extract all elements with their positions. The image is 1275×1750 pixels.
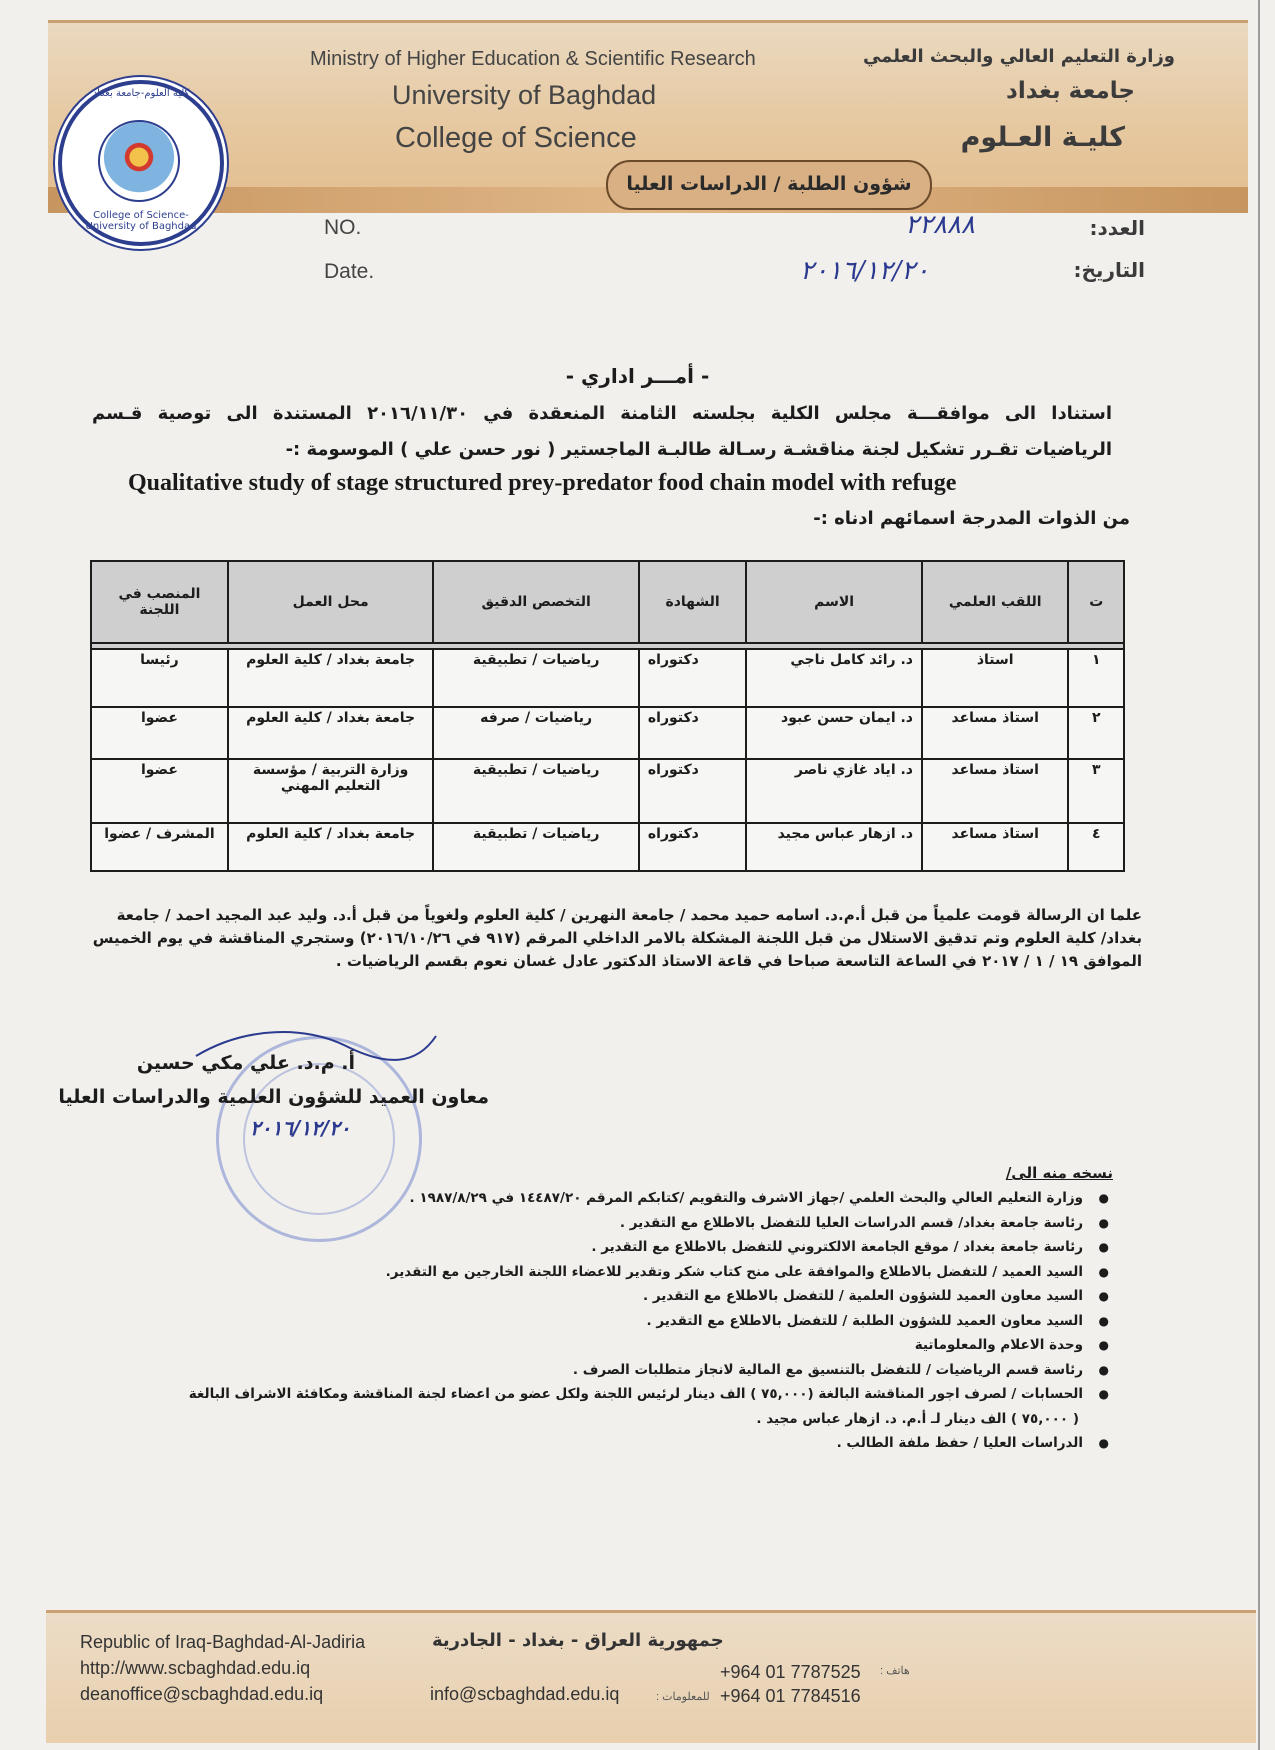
list-item: ● رئاسة قسم الرياضيات / للتفضل بالتنسيق مع المالية لانجاز متطلبات الصرف . (572, 1361, 1109, 1378)
list-item: ● الحسابات / لصرف اجور المناقشة البالغة (٧٥,٠٠٠ ) الف دينار لرئيس اللجنة ولكل عضو من اعضاء لجنة المناقشة ومكافئة الاشراف البالغة (188, 1386, 1109, 1402)
cell-name: د. ازهار عباس مجيد (746, 823, 922, 871)
header-degree: الشهادة (639, 561, 746, 643)
footer-address-en: Republic of Iraq-Baghdad-Al-Jadiria (80, 1632, 366, 1652)
intro-line-2: الرياضيات تقـرر تشكيل لجنة مناقشـة رسـالة طالبـة الماجستير ( نور حسن علي ) الموسومة :- (285, 439, 1112, 460)
cell-degree: دكتوراه (639, 649, 746, 707)
cell-workplace: وزارة التربية / مؤسسة التعليم المهني (228, 759, 433, 823)
cell-name: د. ايمان حسن عبود (746, 707, 922, 759)
list-item: ● السيد معاون العميد للشؤون العلمية / للتفضل بالاطلاع مع التقدير . (642, 1288, 1109, 1304)
intro-line-3: من الذوات المدرجة اسمائهم ادناه :- (813, 508, 1130, 529)
header-index: ت (1068, 561, 1124, 643)
cell-index: ١ (1068, 649, 1124, 707)
table-row (91, 707, 1124, 759)
cell-committee-role: عضوا (91, 707, 228, 759)
copies-heading: نسخه منه الى/ (1005, 1164, 1113, 1182)
college-seal-logo (58, 80, 224, 246)
list-item: ( ٧٥,٠٠٠ ) الف دينار لـ أ.م. د. ازهار عباس مجيد . (756, 1410, 1079, 1427)
cell-rank: استاذ (922, 649, 1068, 707)
cell-name: د. رائد كامل ناجي (746, 649, 922, 707)
cell-workplace: جامعة بغداد / كلية العلوم (228, 649, 433, 707)
footer-info-label: للمعلومات : (656, 1691, 710, 1703)
document-number: ٢٢٨٨٨ (905, 210, 975, 240)
cell-specialization: رياضيات / تطبيقية (433, 823, 639, 871)
cell-specialization: رياضيات / تطبيقية (433, 759, 639, 823)
university-name-en: University of Baghdad (392, 80, 657, 110)
header-workplace: محل العمل (228, 561, 433, 643)
committee-table (90, 560, 1125, 872)
table-row (91, 759, 1124, 823)
footer-info-email[interactable]: info@scbaghdad.edu.iq (430, 1684, 620, 1704)
ministry-name-ar: وزارة التعليم العالي والبحث العلمي (862, 46, 1175, 67)
number-label-en: NO. (324, 216, 362, 239)
notes-paragraph: علما ان الرسالة قومت علمياً من قبل أ.م.د. اسامه حميد محمد / جامعة النهرين / كلية العلوم ولغوياً من قبل أ.د. وليد عبد المجيد احمد / جامعة بغداد/ كلية العلوم وتم تدقيق الاستلال من قبل اللجنة المشكلة بالامر الداخلي المرقم (٩١٧ في ٢٠١٦/١٠/٢٦) وستجري المناقشة في يوم الخميس الموافق ١٩ / ١ / ٢٠١٧ في الساعة التاسعة صباحا في قاعة الاستاذ الدكتور عادل غسان نعوم بقسم الرياضيات . (92, 906, 1142, 970)
list-item: ● السيد العميد / للتفضل بالاطلاع والموافقة على منح كتاب شكر وتقدير للاعضاء اللجنة الخارجين مع التقدير. (385, 1263, 1109, 1280)
cell-specialization: رياضيات / صرفه (433, 707, 639, 759)
cell-index: ٣ (1068, 759, 1124, 823)
footer-dean-email[interactable]: deanoffice@scbaghdad.edu.iq (80, 1684, 324, 1704)
footer-phone-2: +964 01 7784516 (720, 1686, 861, 1706)
table-header-row (91, 561, 1124, 643)
list-item: ● الدراسات العليا / حفظ ملفة الطالب . (836, 1435, 1109, 1451)
cell-degree: دكتوراه (639, 759, 746, 823)
list-item: ● وزارة التعليم العالي والبحث العلمي /جهاز الاشرف والتقويم /كتابكم المرقم ١٤٤٨٧/٢٠ في ١٩٨٧/٨/٢٩ . (409, 1190, 1109, 1206)
header-committee-role: المنصب في اللجنة (91, 561, 228, 643)
footer-website-link[interactable]: http://www.scbaghdad.edu.iq (80, 1658, 311, 1678)
footer-phone-1: +964 01 7787525 (720, 1662, 861, 1682)
document-date: ٢٠١٦/١٢/٢٠ (800, 256, 930, 286)
number-label-ar: العدد: (1089, 216, 1145, 240)
cell-committee-role: عضوا (91, 759, 228, 823)
cell-rank: استاذ مساعد (922, 823, 1068, 871)
list-item: ● وحدة الاعلام والمعلوماتية (914, 1337, 1109, 1353)
list-item: ● رئاسة جامعة بغداد / موقع الجامعة الالكتروني للتفضل بالاطلاع مع التقدير . (591, 1239, 1109, 1255)
header-rank: اللقب العلمي (922, 561, 1068, 643)
table-row (91, 649, 1124, 707)
cell-rank: استاذ مساعد (922, 759, 1068, 823)
footer-address-ar: جمهورية العراق - بغداد - الجادرية (432, 1630, 724, 1651)
college-name-en: College of Science (395, 122, 637, 154)
college-name-ar: كليـة العـلوم (960, 122, 1125, 153)
date-label-ar: التاريخ: (1073, 258, 1145, 282)
footer-phone-label: هاتف : (880, 1665, 910, 1677)
logo-text-top: كلية العلوم-جامعة بغداد (92, 88, 190, 99)
logo-text-bottom: College of Science-University of Baghdad (85, 210, 197, 232)
cell-committee-role: رئيسا (91, 649, 228, 707)
header-specialization: التخصص الدقيق (433, 561, 639, 643)
cell-degree: دكتوراه (639, 823, 746, 871)
list-item: ● السيد معاون العميد للشؤون الطلبة / للتفضل بالاطلاع مع التقدير . (646, 1312, 1109, 1329)
thesis-title: Qualitative study of stage structured prey-predator food chain model with refuge (128, 470, 957, 496)
university-name-ar: جامعة بغداد (1006, 78, 1135, 104)
cell-degree: دكتوراه (639, 707, 746, 759)
cell-name: د. اياد غازي ناصر (746, 759, 922, 823)
atom-emblem-icon (98, 120, 180, 202)
page-edge-divider (1258, 0, 1260, 1750)
cell-specialization: رياضيات / تطبيقية (433, 649, 639, 707)
intro-line-1: استنادا الى موافقـــة مجلس الكلية بجلسته الثامنة المنعقدة في ٢٠١٦/١١/٣٠ المستندة الى توصية قـسم (92, 403, 1113, 424)
signatory-name: أ. م.د. علي مكي حسين (136, 1052, 355, 1074)
list-item: ● رئاسة جامعة بغداد/ قسم الدراسات العليا للتفضل بالاطلاع مع التقدير . (619, 1214, 1109, 1231)
table-row (91, 823, 1124, 871)
header-name: الاسم (746, 561, 922, 643)
ministry-name-en: Ministry of Higher Education & Scientific Research (310, 48, 756, 70)
cell-rank: استاذ مساعد (922, 707, 1068, 759)
date-label-en: Date. (324, 260, 375, 283)
cell-index: ٤ (1068, 823, 1124, 871)
cell-index: ٢ (1068, 707, 1124, 759)
order-title: - أمـــر اداري - (565, 364, 710, 388)
cell-committee-role: المشرف / عضوا (91, 823, 228, 871)
cell-workplace: جامعة بغداد / كلية العلوم (228, 707, 433, 759)
copies-list (53, 1186, 1109, 1456)
signatory-role: معاون العميد للشؤون العلمية والدراسات العليا (58, 1086, 489, 1108)
department-badge: شؤون الطلبة / الدراسات العليا (606, 160, 932, 210)
signature-date: ٢٠١٦/١٢/٢٠ (250, 1116, 351, 1140)
cell-workplace: جامعة بغداد / كلية العلوم (228, 823, 433, 871)
